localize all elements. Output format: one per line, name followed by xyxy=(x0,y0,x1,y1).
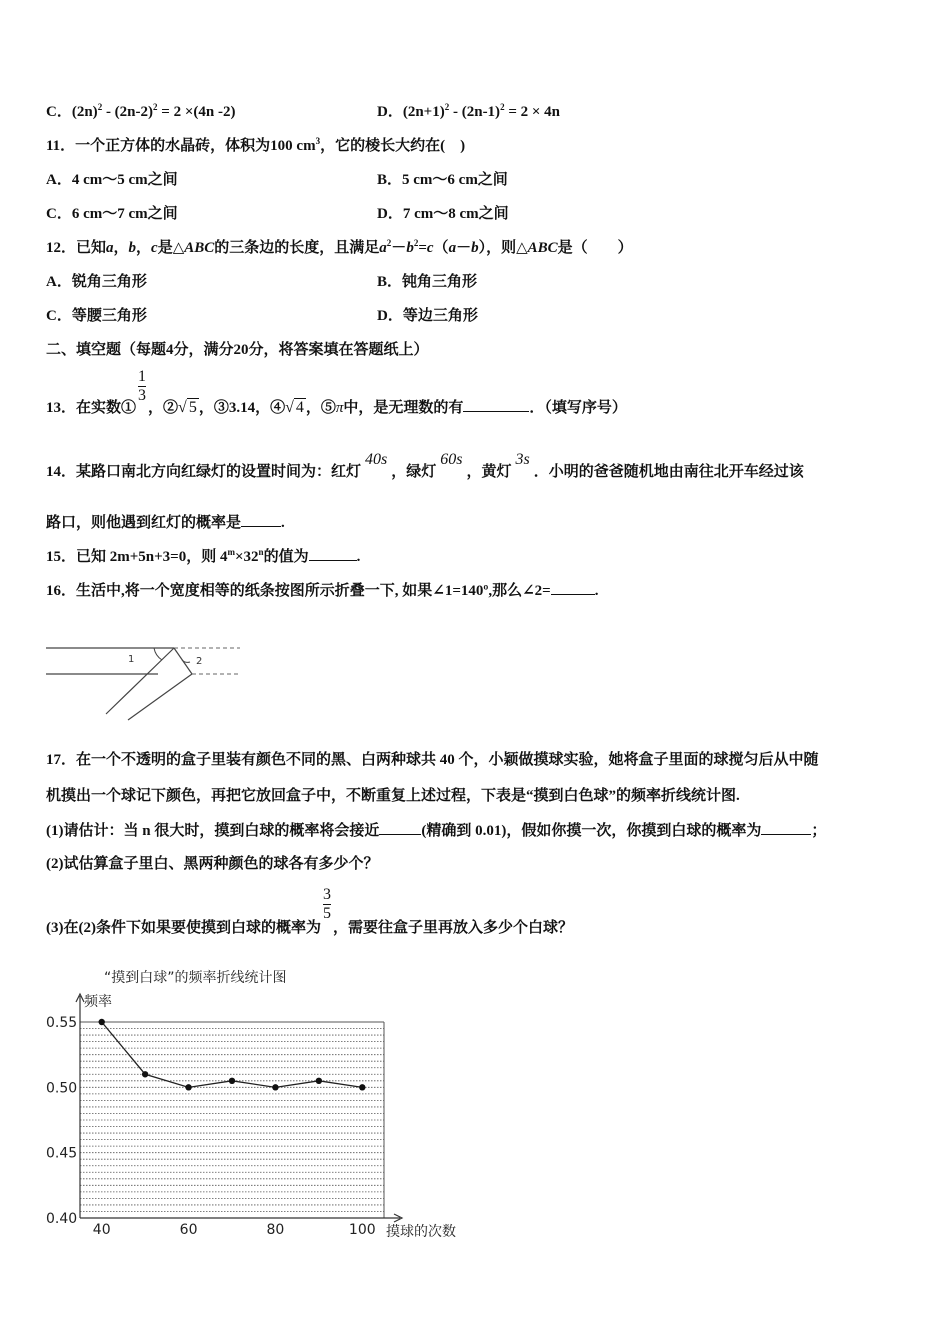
q17-blank-probability[interactable] xyxy=(761,820,811,835)
data-point xyxy=(359,1084,365,1090)
q12-option-b[interactable]: B．钝角三角形 xyxy=(377,274,478,290)
data-point xyxy=(142,1071,148,1077)
q10-option-c[interactable]: C．$(2n)^2 - (2n-2)^2 = 2 \times(4n$ -2) xyxy=(46,102,236,120)
x-tick-label: 80 xyxy=(266,1222,285,1238)
q17-part2: (2)试估算盒子里白、黑两种颜色的球各有多少个？ xyxy=(46,856,379,872)
chart-series xyxy=(99,1019,366,1091)
q14-line1: 14．某路口南北方向红绿灯的设置时间为：红灯40s，绿灯60s，黄灯3s．小明的爸爸随机地由南往北开车经过该 xyxy=(46,451,804,480)
q15: 15．已知 2m+5n+3=0，则 $4^m\times 32^n$的值为 . xyxy=(46,547,361,565)
q12-option-a[interactable]: A．锐角三角形 xyxy=(46,274,147,290)
chart-x-label: 摸球的次数 xyxy=(386,1224,456,1240)
q17-line2: 机摸出一个球记下颜色，再把它放回盒子中，不断重复上述过程，下表是“摸到白色球”的频率折线统计图. xyxy=(46,788,740,804)
paper-fold-figure xyxy=(44,638,244,722)
q12-option-d[interactable]: D．等边三角形 xyxy=(377,308,478,324)
q13-answer-blank[interactable] xyxy=(463,397,529,412)
q17-fraction: $\frac{3}{5}$ xyxy=(322,886,331,922)
q15-answer-blank[interactable] xyxy=(309,546,357,561)
y-tick-label: 0.50 xyxy=(46,1080,78,1097)
y-tick-label: 0.45 xyxy=(46,1145,78,1162)
data-point xyxy=(272,1084,278,1090)
q11-option-a[interactable]: A．4 cm～5 cm之间 xyxy=(46,172,178,188)
q14-line2: 路口，则他遇到红灯的概率是 . xyxy=(46,512,285,533)
q12-stem: 12．已知a，b，c是△ABC的三条边的长度，且满足$a^2-b^2=c(a-b)$，则△ABC是（ ） xyxy=(46,238,633,256)
x-tick-label: 100 xyxy=(348,1222,376,1238)
sqrt-icon: √ 4 xyxy=(285,398,304,416)
q17-part3: (3)在(2)条件下如果要使摸到白球的概率为 $\frac{3}{5}$ ，需要往盒子里再放入多少个白球？ xyxy=(46,886,573,936)
data-point xyxy=(229,1078,235,1084)
chart-y-label: 频率 xyxy=(84,994,112,1010)
q16-answer-blank[interactable] xyxy=(551,580,595,595)
q16: 16．生活中,将一个宽度相等的纸条按图所示折叠一下, 如果∠1=140º,那么∠2= . xyxy=(46,580,598,601)
q12-option-c[interactable]: C．等腰三角形 xyxy=(46,308,147,324)
section-heading: 二、填空题（每题4分，满分20分，将答案填在答题纸上） xyxy=(46,342,429,358)
q17-line1: 17．在一个不透明的盒子里装有颜色不同的黑、白两种球共 40 个，小颖做摸球实验，她将盒子里面的球搅匀后从中随 xyxy=(46,752,819,768)
q11-stem: 11．一个正方体的水晶砖，体积为100 $cm^3$，它的棱长大约在( ) xyxy=(46,136,466,154)
fold-edge-right xyxy=(128,674,192,720)
q11-option-c[interactable]: C．6 cm～7 cm之间 xyxy=(46,206,178,222)
y-tick-label: 0.55 xyxy=(46,1015,78,1031)
q14-answer-blank[interactable] xyxy=(241,512,281,527)
sqrt-icon: √ 5 xyxy=(178,398,197,416)
data-point xyxy=(316,1078,322,1084)
q11-option-d[interactable]: D．7 cm～8 cm之间 xyxy=(377,206,509,222)
angle-1-label: 1 xyxy=(128,654,135,665)
q17-blank-estimate[interactable] xyxy=(379,820,421,835)
q11-option-b[interactable]: B．5 cm～6 cm之间 xyxy=(377,172,508,188)
frequency-line-chart xyxy=(40,960,480,1250)
chart-title: “摸到白球”的频率折线统计图 xyxy=(104,970,287,986)
data-point xyxy=(99,1019,105,1025)
q17-part1: (1)请估计：当 n 很大时，摸到白球的概率将会接近 (精确到 0.01)，假如你摸一次，你摸到白球的概率为 ； xyxy=(46,820,826,841)
angle-1-arc xyxy=(154,648,162,660)
q10-option-d[interactable]: D．$(2n+1)^2 - (2n-1)^2 = 2 \times 4n$ xyxy=(377,102,560,120)
q13-fraction: $\frac{1}{3}$ xyxy=(138,368,147,404)
x-tick-label: 60 xyxy=(179,1222,198,1238)
x-tick-label: 40 xyxy=(92,1222,111,1238)
q13: 13．在实数① $\frac{1}{3}$ ，②√ 5 ，③3.14，④√ 4 ，⑤π中，是无理数的有 ．（填写序号） xyxy=(46,368,627,416)
fold-edge-left xyxy=(106,648,174,714)
y-tick-label: 0.40 xyxy=(46,1211,78,1227)
data-point xyxy=(185,1084,191,1090)
angle-2-label: 2 xyxy=(196,656,203,667)
